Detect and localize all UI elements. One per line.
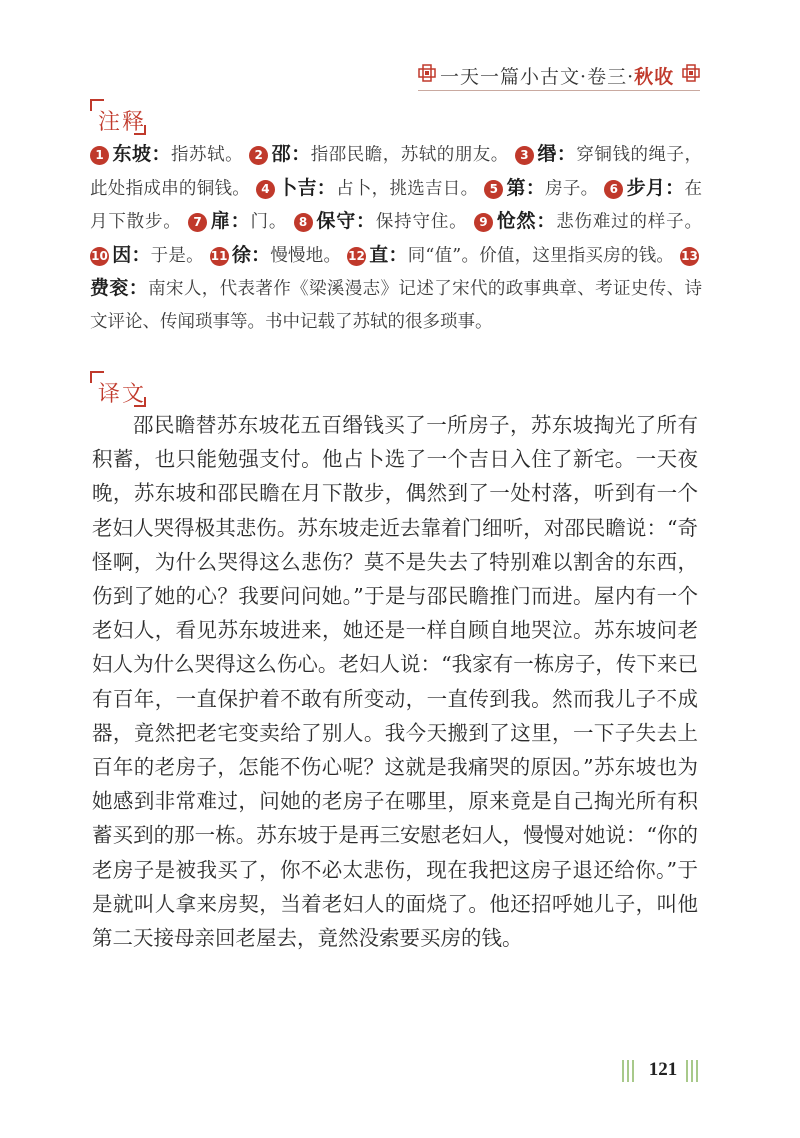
note-term: 徐：	[231, 243, 271, 266]
translation-text: 邵民瞻替苏东坡花五百缗钱买了一所房子，苏东坡掏光了所有积蓄，也只能勉强支付。他占卜选了一个吉日入住了新宅。一天夜晚，苏东坡和邵民瞻在月下散步，偶然到了一处村落，听到有一个老妇人哭得极其悲伤。苏东坡走近去靠着门细听，对邵民瞻说：“奇怪啊，为什么哭得这么悲伤？莫不是失去了特别难以割舍的东西，伤到了她的心？我要问问她。”于是与邵民瞻推门而进。屋内有一个老妇人，看见苏东坡进来，她还是一样自顾自地哭泣。苏东坡问老妇人为什么哭得这么伤心。老妇人说：“我家有一栋房子，传下来已有百年，一直保护着不敢有所变动，一直传到我。然而我儿子不成器，竟然把老宅变卖给了别人。我今天搬到了这里，一下子失去上百年的老房子，怎能不伤心呢？这就是我痛哭的原因。”苏东坡也为她感到非常难过，问她的老房子在哪里，原来竟是自己掏光所有积蓄买到的那一栋。苏东坡于是再三安慰老妇人，慢慢对她说：“你的老房子是被我买了，你不必太悲伤，现在我把这房子退还给你。”于是就叫人拿来房契，当着老妇人的面烧了。他还招呼她儿子，叫他第二天接母亲回老屋去，竟然没索要买房的钱。	[92, 413, 698, 951]
note-item	[256, 176, 479, 199]
note-definition: 保持守住。	[375, 212, 468, 232]
note-definition: 同“值”。价值，这里指买房的钱。	[407, 245, 675, 266]
note-term: 第：	[506, 176, 546, 199]
note-item	[90, 243, 204, 266]
note-number: 2	[249, 146, 268, 165]
note-definition: 房子。	[545, 178, 599, 199]
header-volume: 卷三	[587, 66, 628, 88]
notes-heading: 注释	[92, 103, 140, 133]
note-number: 6	[604, 180, 623, 199]
note-definition: 悲伤难过的样子。	[556, 212, 702, 232]
note-item	[294, 212, 468, 232]
note-number: 11	[210, 247, 229, 266]
note-term: 怆然：	[495, 210, 557, 232]
note-term: 东坡：	[112, 143, 172, 165]
note-item	[484, 176, 599, 199]
note-item	[249, 145, 509, 165]
note-item	[210, 243, 342, 266]
note-term: 步月：	[626, 176, 685, 199]
note-term: 直：	[369, 243, 408, 266]
note-number: 13	[680, 247, 699, 266]
note-number: 10	[90, 247, 109, 266]
heading-corner-icon	[134, 125, 146, 135]
bars-right-icon	[684, 1058, 704, 1084]
note-number: 1	[90, 146, 109, 165]
note-number: 3	[515, 146, 534, 165]
page-footer	[620, 1058, 704, 1084]
note-item	[474, 212, 702, 232]
note-definition: 穿铜钱的绳子，此处指成串的铜钱。	[90, 145, 702, 199]
note-term: 因：	[112, 243, 151, 266]
note-number: 8	[294, 213, 313, 232]
note-item	[90, 145, 243, 165]
bars-left-icon	[620, 1058, 640, 1084]
note-term: 邵：	[271, 143, 311, 165]
note-number: 5	[484, 180, 503, 199]
note-term: 费衮：	[90, 277, 149, 299]
note-number: 9	[474, 213, 493, 232]
header-separator: ·	[580, 66, 588, 88]
note-definition: 门。	[250, 212, 288, 232]
note-term: 扉：	[210, 210, 251, 232]
note-term: 卜吉：	[277, 176, 337, 199]
note-number: 12	[347, 247, 366, 266]
header-separator-2: ·	[627, 66, 635, 88]
translation-heading: 译文	[92, 375, 140, 405]
note-number: 7	[188, 213, 207, 232]
page-number: 121	[648, 1059, 678, 1080]
header-series: 一天一篇小古文	[440, 66, 581, 88]
note-definition: 占卜，挑选吉日。	[336, 178, 479, 199]
note-definition: 指苏轼。	[171, 145, 244, 165]
ornament-right-icon	[682, 64, 700, 82]
header-season: 秋收	[634, 66, 675, 88]
note-definition: 在月下散步。	[90, 178, 702, 232]
note-definition: 于是。	[150, 245, 204, 266]
notes-list	[90, 138, 702, 338]
header-rule	[418, 90, 700, 91]
note-item	[188, 212, 287, 232]
note-definition: 指邵民瞻，苏轼的朋友。	[310, 145, 509, 165]
note-number: 4	[256, 180, 275, 199]
ornament-left-icon	[418, 64, 436, 82]
header-title	[440, 62, 676, 89]
note-definition: 慢慢地。	[270, 245, 342, 266]
note-definition: 南宋人，代表著作《梁溪漫志》记述了宋代的政事典章、考证史传、诗文评论、传闻琐事等。书中记载了苏轼的很多琐事。	[90, 279, 702, 332]
note-term: 保守：	[315, 210, 376, 232]
note-term: 缗：	[536, 143, 577, 165]
note-item	[347, 243, 675, 266]
running-header	[418, 58, 700, 86]
heading-corner-icon	[134, 397, 146, 407]
